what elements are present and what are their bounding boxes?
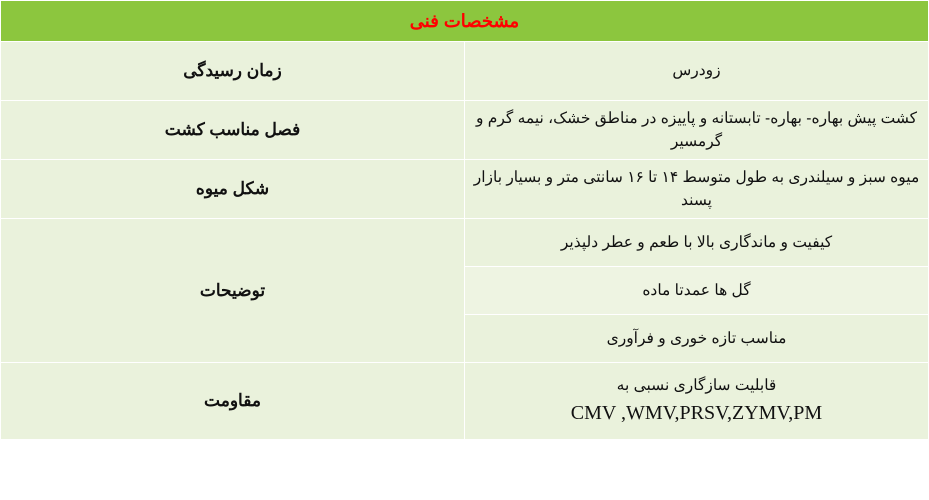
ripening-time-value: زودرس [465, 42, 929, 101]
description-value-1: کیفیت و ماندگاری بالا با طعم و عطر دلپذیر [465, 219, 929, 267]
planting-season-label: فصل مناسب کشت [1, 101, 465, 160]
table-title: مشخصات فنی [1, 1, 929, 42]
table-title-row [1, 1, 929, 42]
table-row [1, 219, 929, 267]
description-value-3: مناسب تازه خوری و فرآوری [465, 315, 929, 363]
planting-season-value: کشت پیش بهاره- بهاره- تابستانه و پاییزه در مناطق خشک، نیمه گرم و گرمسیر [465, 101, 929, 160]
fruit-shape-label: شکل میوه [1, 160, 465, 219]
table-row [1, 160, 929, 219]
ripening-time-label: زمان رسیدگی [1, 42, 465, 101]
fruit-shape-value: میوه سبز و سیلندری به طول متوسط ۱۴ تا ۱۶ سانتی متر و بسیار بازار پسند [465, 160, 929, 219]
resistance-label: مقاومت [1, 363, 465, 440]
description-value-2: گل ها عمدتا ماده [465, 267, 929, 315]
table-row [1, 101, 929, 160]
resistance-value-line1: قابلیت سازگاری نسبی به [616, 377, 777, 395]
table-row [1, 42, 929, 101]
resistance-value-line2: CMV ,WMV,PRSV,ZYMV,PM [570, 401, 823, 424]
table-row [1, 363, 929, 440]
description-label: توضیحات [1, 219, 465, 363]
resistance-value [465, 363, 929, 440]
